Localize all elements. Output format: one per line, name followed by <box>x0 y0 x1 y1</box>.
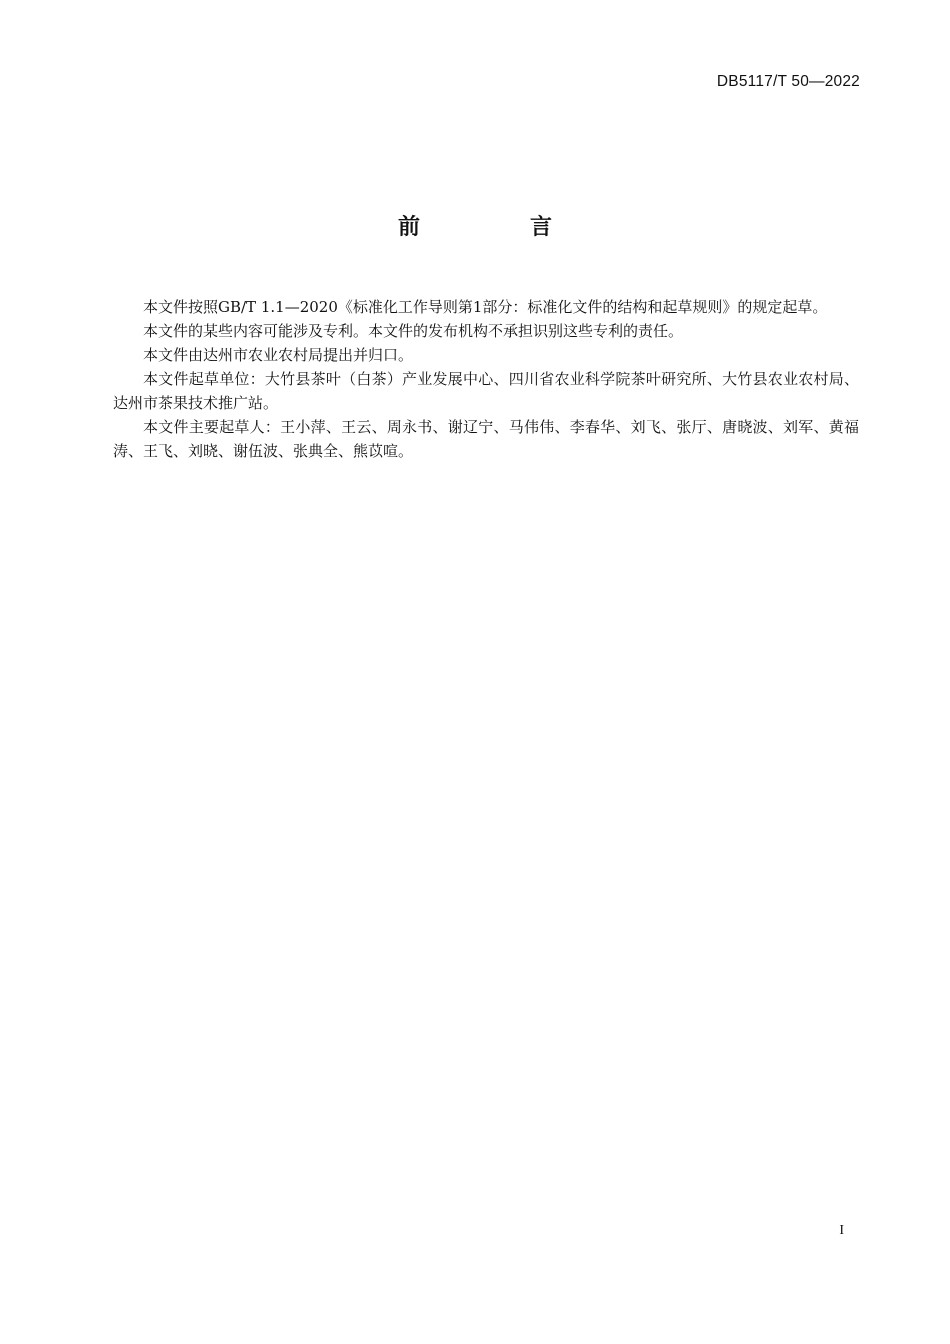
paragraph-drafters: 本文件主要起草人：王小萍、王云、周永书、谢辽宁、马伟伟、李春华、刘飞、张厅、唐晓波、刘军、黄福涛、王飞、刘晓、谢伍波、张典全、熊苡喧。 <box>113 418 859 460</box>
paragraph-drafting-rules: 本文件按照GB/T 1.1—2020《标准化工作导则第1部分：标准化文件的结构和起草规则》的规定起草。 <box>143 298 828 316</box>
preface-body <box>113 295 859 463</box>
paragraph-proposer: 本文件由达州市农业农村局提出并归口。 <box>143 346 414 364</box>
document-code: DB5117/T 50—2022 <box>716 73 860 90</box>
paragraph-drafting-units: 本文件起草单位：大竹县茶叶（白茶）产业发展中心、四川省农业科学院茶叶研究所、大竹县农业农村局、达州市茶果技术推广站。 <box>113 370 859 412</box>
paragraph-patent-notice: 本文件的某些内容可能涉及专利。本文件的发布机构不承担识别这些专利的责任。 <box>143 322 684 340</box>
page-number: I <box>839 1223 844 1238</box>
page-title: 前 言 <box>397 215 596 240</box>
